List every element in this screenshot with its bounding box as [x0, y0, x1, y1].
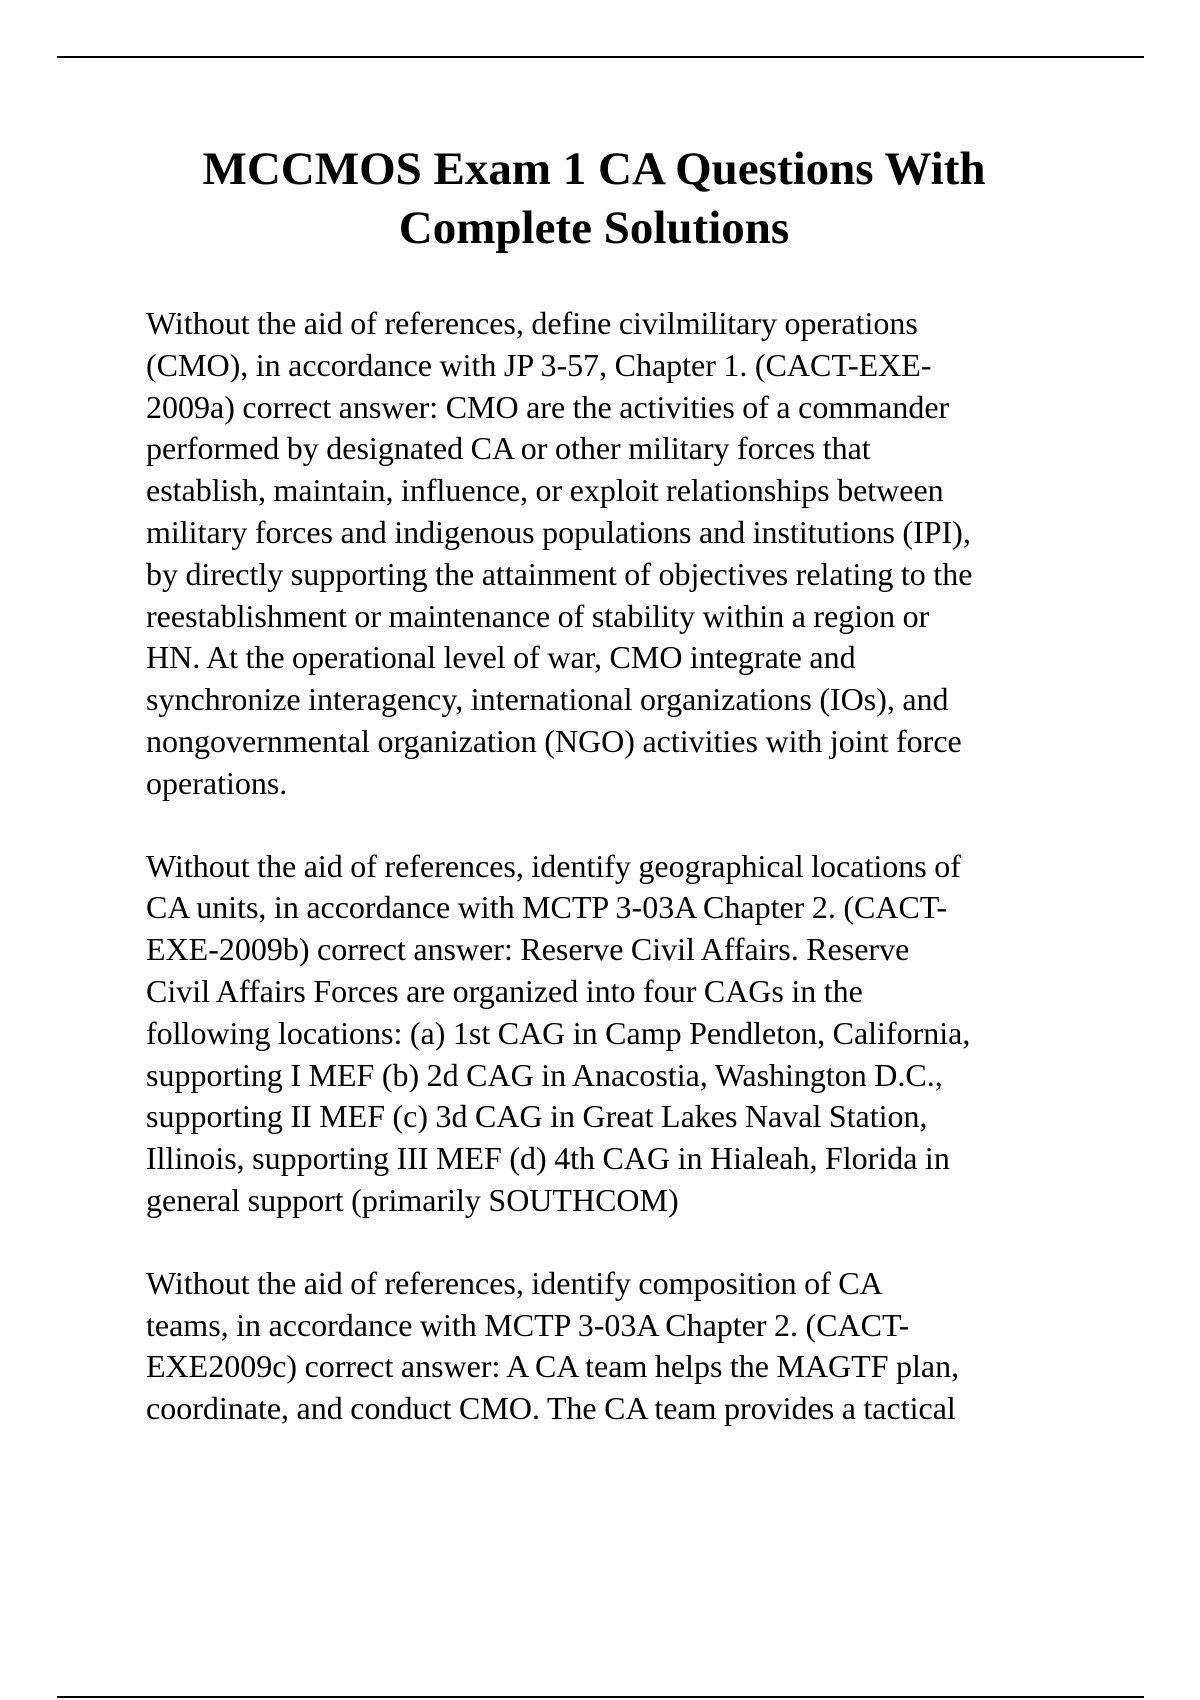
text-line: HN. At the operational level of war, CMO integrate and [146, 639, 856, 676]
text-line: military forces and indigenous populations and institutions (IPI), [146, 513, 971, 550]
text-line: performed by designated CA or other military forces that [146, 430, 871, 467]
text-line: EXE-2009b) correct answer: Reserve Civil Affairs. Reserve [146, 931, 910, 968]
text-line: by directly supporting the attainment of objectives relating to the [146, 555, 973, 592]
text-line: nongovernmental organization (NGO) activities with joint force [146, 722, 962, 759]
text-line: operations. [146, 764, 288, 801]
text-line: (CMO), in accordance with JP 3-57, Chapter 1. (CACT-EXE- [146, 346, 932, 383]
text-line: supporting II MEF (c) 3d CAG in Great Lakes Naval Station, [146, 1098, 928, 1135]
text-line: coordinate, and conduct CMO. The CA team provides a tactical [146, 1390, 956, 1427]
text-line: following locations: (a) 1st CAG in Camp Pendleton, California, [146, 1014, 971, 1051]
title-line: Complete Solutions [398, 202, 790, 254]
text-line: reestablishment or maintenance of stability within a region or [146, 597, 930, 634]
document-page [146, 140, 1104, 1430]
text-line: establish, maintain, influence, or exploit relationships between [146, 472, 944, 509]
text-line: supporting I MEF (b) 2d CAG in Anacostia, Washington D.C., [146, 1056, 943, 1093]
text-line: general support (primarily SOUTHCOM) [146, 1181, 679, 1218]
text-line: EXE2009c) correct answer: A CA team helps the MAGTF plan, [146, 1348, 960, 1385]
qa-entry-2 [146, 846, 1104, 1222]
text-line: 2009a) correct answer: CMO are the activities of a commander [146, 388, 950, 425]
text-line: Civil Affairs Forces are organized into four CAGs in the [146, 972, 863, 1009]
text-line: Illinois, supporting III MEF (d) 4th CAG in Hialeah, Florida in [146, 1140, 950, 1177]
document-title [144, 140, 1044, 258]
bottom-rule [57, 1696, 1144, 1698]
text-line: CA units, in accordance with MCTP 3-03A Chapter 2. (CACT- [146, 889, 948, 926]
text-line: synchronize interagency, international organizations (IOs), and [146, 681, 949, 718]
title-line: MCCMOS Exam 1 CA Questions With [202, 143, 986, 195]
text-line: Without the aid of references, define civilmilitary operations [146, 305, 918, 341]
top-rule [57, 56, 1144, 58]
text-line: Without the aid of references, identify composition of CA [146, 1264, 883, 1301]
text-line: teams, in accordance with MCTP 3-03A Chapter 2. (CACT- [146, 1306, 910, 1343]
qa-entry-1 [146, 303, 1104, 805]
text-line: Without the aid of references, identify geographical locations of [146, 847, 961, 884]
qa-entry-3 [146, 1263, 1104, 1430]
